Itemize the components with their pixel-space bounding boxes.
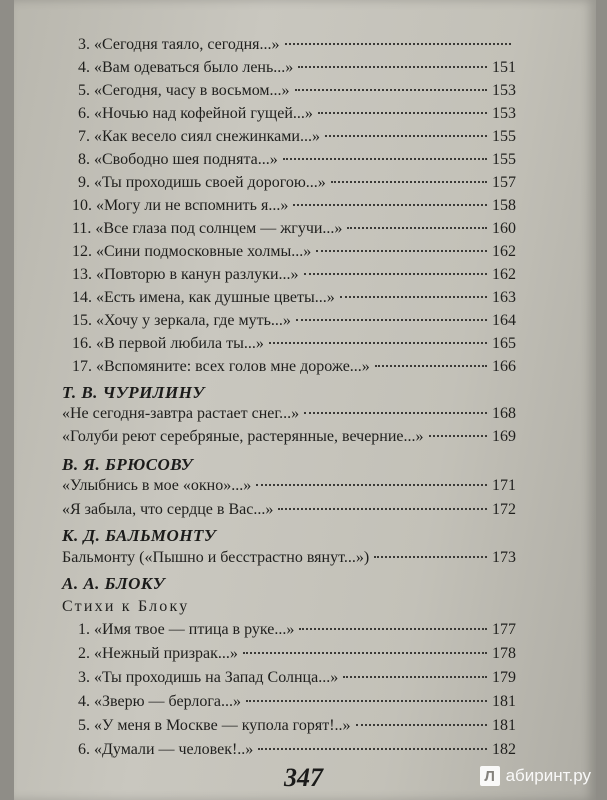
dot-leader: [331, 181, 487, 183]
toc-entry: [78, 128, 516, 150]
dot-leader: [316, 250, 487, 252]
toc-entry: [78, 82, 516, 104]
labirint-logo-icon: Л: [480, 766, 500, 786]
entry-title: 3. «Сегодня таяло, сегодня...»: [78, 36, 280, 53]
entry-page: 172: [492, 501, 516, 518]
entry-page: 181: [492, 693, 516, 710]
toc-entry: [78, 717, 516, 739]
entry-page: 151: [492, 59, 516, 76]
entry-title: 2. «Нежный призрак...»: [78, 645, 238, 662]
toc-entry: [78, 741, 516, 763]
toc-entry: [62, 549, 516, 571]
dot-leader: [374, 556, 487, 558]
dot-leader: [304, 412, 487, 414]
dot-leader: [429, 435, 487, 437]
site-watermark: [480, 766, 591, 786]
page-number: 347: [284, 763, 323, 792]
entry-title: «Голуби реют серебряные, растерянные, вечерние...»: [62, 428, 424, 445]
section-heading-churilin: Т. В. ЧУРИЛИНУ: [62, 383, 205, 402]
entry-page: 155: [492, 128, 516, 145]
entry-title: 9. «Ты проходишь своей дорогою...»: [78, 174, 326, 191]
cycle-subheading: Стихи к Блоку: [62, 598, 190, 615]
entry-title: «Я забыла, что сердце в Вас...»: [62, 501, 274, 518]
toc-entry: [62, 501, 516, 523]
entry-title: 12. «Сини подмосковные холмы...»: [72, 243, 312, 260]
dot-leader: [375, 365, 487, 367]
toc-entry: [72, 243, 516, 265]
entry-title: 7. «Как весело сиял снежинками...»: [78, 128, 320, 145]
entry-title: 11. «Все глаза под солнцем — жгучи...»: [72, 220, 343, 237]
toc-entry: [72, 312, 516, 334]
entry-title: 4. «Вам одеваться было лень...»: [78, 59, 294, 76]
dot-leader: [278, 508, 487, 510]
entry-page: 165: [492, 335, 516, 352]
dot-leader: [269, 342, 487, 344]
dot-leader: [343, 676, 487, 678]
toc-entry: [62, 405, 516, 427]
section-heading-blok: А. А. БЛОКУ: [62, 574, 166, 593]
toc-entry: [78, 669, 516, 691]
dot-leader: [340, 296, 487, 298]
dot-leader: [298, 66, 487, 68]
entry-page: 160: [492, 220, 516, 237]
toc-entry: [78, 59, 516, 81]
dot-leader: [318, 112, 487, 114]
entry-title: Бальмонту («Пышно и бесстрастно вянут...»): [62, 549, 370, 566]
dot-leader: [356, 724, 487, 726]
toc-entry: [78, 174, 516, 196]
entry-page: 153: [492, 105, 516, 122]
entry-page: 169: [492, 428, 516, 445]
entry-title: 16. «В первой любила ты...»: [72, 335, 264, 352]
entry-page: 182: [492, 741, 516, 758]
dot-leader: [258, 748, 487, 750]
toc-entry: [72, 266, 516, 288]
toc-entry: [78, 36, 516, 58]
entry-page: 163: [492, 289, 516, 306]
toc-entry: [78, 693, 516, 715]
entry-page: 171: [492, 477, 516, 494]
entry-page: 162: [492, 266, 516, 283]
entry-page: 155: [492, 151, 516, 168]
dot-leader: [246, 700, 487, 702]
toc-entry: [78, 151, 516, 173]
entry-title: 1. «Имя твое — птица в руке...»: [78, 621, 295, 638]
entry-page: 168: [492, 405, 516, 422]
dot-leader: [283, 158, 487, 160]
entry-page: 153: [492, 82, 516, 99]
toc-entry: [72, 358, 516, 380]
dot-leader: [304, 273, 488, 275]
dot-leader: [243, 652, 487, 654]
entry-title: 6. «Ночью над кофейной гущей...»: [78, 105, 313, 122]
toc-entry: [72, 197, 516, 219]
entry-title: 3. «Ты проходишь на Запад Солнца...»: [78, 669, 339, 686]
section-heading-bryusov: В. Я. БРЮСОВУ: [62, 455, 194, 474]
entry-page: 158: [492, 197, 516, 214]
entry-page: 177: [492, 621, 516, 638]
entry-page: 173: [492, 549, 516, 566]
toc-entry: [72, 289, 516, 311]
book-page: [14, 0, 596, 800]
entry-page: 162: [492, 243, 516, 260]
entry-title: 17. «Вспомяните: всех голов мне дороже...»: [72, 358, 370, 375]
toc-entry: [72, 220, 516, 242]
entry-title: 4. «Зверю — берлога...»: [78, 693, 241, 710]
entry-title: 5. «У меня в Москве — купола горят!..»: [78, 717, 351, 734]
entry-page: 179: [492, 669, 516, 686]
dot-leader: [293, 204, 487, 206]
dot-leader: [256, 484, 487, 486]
dot-leader: [299, 628, 487, 630]
entry-title: 6. «Думали — человек!..»: [78, 741, 254, 758]
toc-entry: [62, 428, 516, 450]
entry-page: 157: [492, 174, 516, 191]
section-heading-balmont: К. Д. БАЛЬМОНТУ: [62, 526, 217, 545]
table-of-contents: [14, 0, 596, 800]
entry-page: 181: [492, 717, 516, 734]
entry-title: 8. «Свободно шея поднята...»: [78, 151, 278, 168]
dot-leader: [285, 43, 511, 45]
toc-entry: [78, 105, 516, 127]
toc-entry: [78, 645, 516, 667]
entry-page: 166: [492, 358, 516, 375]
toc-entry: [62, 477, 516, 499]
dot-leader: [295, 89, 487, 91]
entry-title: «Не сегодня-завтра растает снег...»: [62, 405, 300, 422]
entry-title: 13. «Повторю в канун разлуки...»: [72, 266, 299, 283]
entry-page: 164: [492, 312, 516, 329]
entry-title: 14. «Есть имена, как душные цветы...»: [72, 289, 335, 306]
entry-title: 10. «Могу ли не вспомнить я...»: [72, 197, 289, 214]
entry-title: 15. «Хочу у зеркала, где муть...»: [72, 312, 291, 329]
dot-leader: [347, 227, 487, 229]
entry-title: 5. «Сегодня, часу в восьмом...»: [78, 82, 290, 99]
entry-title: «Улыбнись в мое «окно»...»: [62, 477, 252, 494]
entry-page: 178: [492, 645, 516, 662]
toc-entry: [78, 621, 516, 643]
dot-leader: [296, 319, 487, 321]
dot-leader: [325, 135, 487, 137]
watermark-text: абиринт.ру: [505, 766, 591, 785]
toc-entry: [72, 335, 516, 357]
